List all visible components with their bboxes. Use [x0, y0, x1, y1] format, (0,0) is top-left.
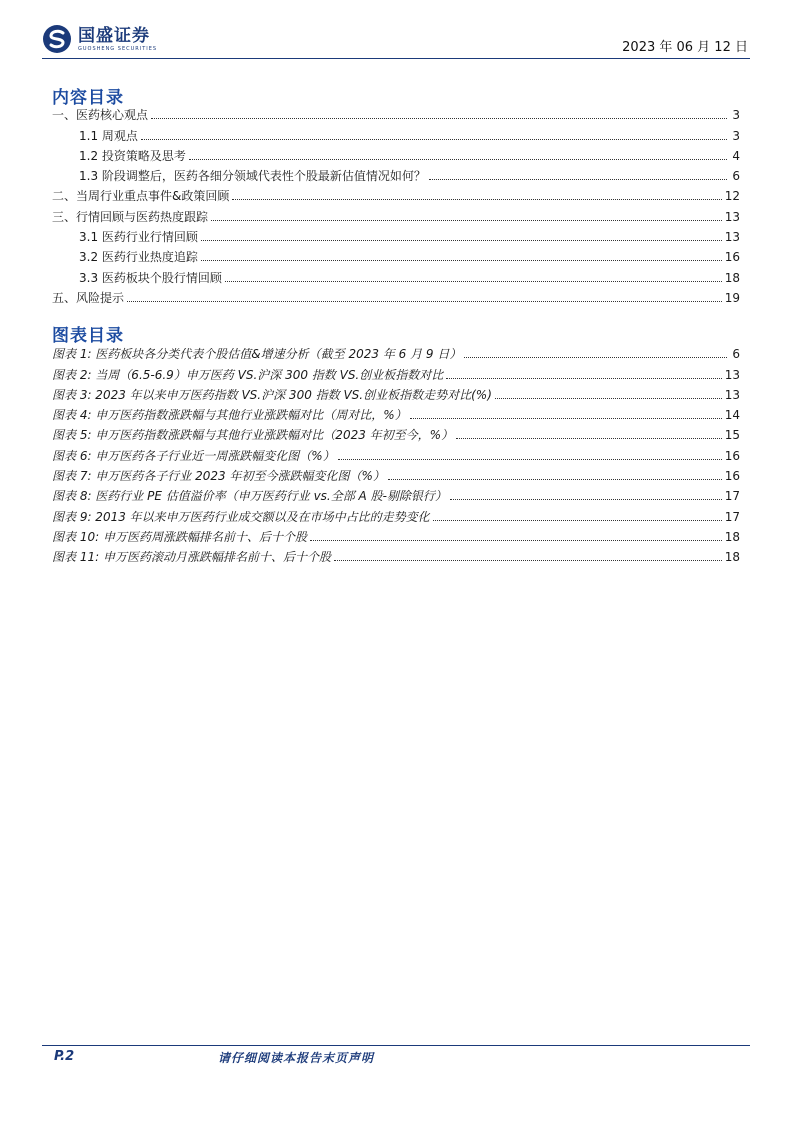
entry-page-number: 13 [724, 367, 740, 382]
figure-entry[interactable] [52, 341, 740, 361]
toc-entry[interactable] [52, 224, 740, 244]
entry-label: 五、风险提示 [52, 290, 125, 305]
entry-label: 1.2 投资策略及思考 [79, 148, 186, 163]
dot-leader [225, 281, 722, 282]
dot-leader [429, 179, 727, 180]
dot-leader [446, 378, 721, 379]
logo-icon [42, 24, 72, 54]
entry-page-number: 4 [732, 148, 740, 163]
entry-page-number: 3 [732, 108, 740, 123]
dot-leader [127, 301, 722, 302]
entry-page-number: 19 [724, 290, 740, 305]
entry-label: 二、当周行业重点事件&政策回顾 [52, 189, 230, 204]
entry-page-number: 16 [724, 448, 740, 463]
dot-leader [310, 540, 722, 541]
entry-label: 图表 6: 申万医药各子行业近一周涨跌幅变化图（%） [52, 448, 335, 463]
entry-label: 一、医药核心观点 [52, 108, 149, 123]
toc-entry[interactable] [52, 244, 740, 264]
entry-page-number: 16 [724, 469, 740, 484]
dot-leader [338, 459, 722, 460]
entry-label: 3.1 医药行业行情回顾 [79, 230, 198, 245]
header-divider [42, 58, 750, 59]
dot-leader [189, 159, 727, 160]
entry-page-number: 3 [732, 128, 740, 143]
entry-page-number: 17 [724, 509, 740, 524]
toc-entry[interactable] [52, 143, 740, 163]
entry-page-number: 17 [724, 489, 740, 504]
entry-page-number: 14 [724, 408, 740, 423]
entry-page-number: 13 [724, 387, 740, 402]
footer-divider [42, 1045, 750, 1046]
toc-entry[interactable] [52, 285, 740, 305]
entry-page-number: 6 [732, 169, 740, 184]
figure-entry[interactable] [52, 422, 740, 442]
entry-label: 图表 2: 当周（6.5-6.9）申万医药 VS.沪深 300 指数 VS.创业板指数对比 [52, 367, 444, 382]
figure-entry[interactable] [52, 463, 740, 483]
figure-entry[interactable] [52, 524, 740, 544]
entry-label: 3.3 医药板块个股行情回顾 [79, 270, 222, 285]
toc-entry[interactable] [52, 183, 740, 203]
entry-label: 三、行情回顾与医药热度跟踪 [52, 209, 209, 224]
dot-leader [450, 499, 722, 500]
entry-page-number: 16 [724, 250, 740, 265]
entry-label: 图表 8: 医药行业 PE 估值溢价率（申万医药行业 vs.全部 A 股-剔除银行） [52, 489, 447, 504]
dot-leader [201, 260, 722, 261]
figure-entry[interactable] [52, 503, 740, 523]
company-logo [42, 22, 157, 56]
entry-label: 1.1 周观点 [79, 128, 138, 143]
dot-leader [232, 199, 721, 200]
figure-entry[interactable] [52, 544, 740, 564]
entry-page-number: 13 [724, 209, 740, 224]
entry-label: 图表 11: 申万医药滚动月涨跌幅排名前十、后十个股 [52, 550, 331, 565]
dot-leader [433, 520, 722, 521]
entry-label: 3.2 医药行业热度追踪 [79, 250, 198, 265]
toc-entry[interactable] [52, 163, 740, 183]
dot-leader [211, 220, 722, 221]
dot-leader [201, 240, 722, 241]
figure-entry[interactable] [52, 382, 740, 402]
entry-label: 1.3 阶段调整后，医药各细分领域代表性个股最新估值情况如何？ [79, 169, 426, 184]
entry-label: 图表 10: 申万医药周涨跌幅排名前十、后十个股 [52, 529, 307, 544]
dot-leader [410, 418, 722, 419]
toc-entry[interactable] [52, 122, 740, 142]
entry-label: 图表 4: 申万医药指数涨跌幅与其他行业涨跌幅对比（周对比，%） [52, 408, 407, 423]
figures-list [52, 341, 740, 564]
dot-leader [388, 479, 722, 480]
entry-label: 图表 7: 申万医药各子行业 2023 年初至今涨跌幅变化图（%） [52, 469, 385, 484]
toc-entry[interactable] [52, 203, 740, 223]
dot-leader [151, 118, 727, 119]
logo-chinese-name: 国盛证券 [78, 25, 150, 46]
entry-page-number: 6 [732, 347, 740, 362]
page-number: P.2 [54, 1049, 75, 1064]
dot-leader [495, 398, 722, 399]
entry-page-number: 12 [724, 189, 740, 204]
disclaimer-note: 请仔细阅读本报告末页声明 [218, 1051, 375, 1065]
logo-english-name: GUOSHENG SECURITIES [78, 45, 158, 52]
figure-entry[interactable] [52, 402, 740, 422]
contents-title: 内容目录 [52, 88, 124, 108]
dot-leader [464, 357, 727, 358]
figure-entry[interactable] [52, 483, 740, 503]
toc-entry[interactable] [52, 102, 740, 122]
figure-entry[interactable] [52, 442, 740, 462]
figures-title: 图表目录 [52, 326, 124, 346]
dot-leader [334, 560, 722, 561]
entry-label: 图表 3: 2023 年以来申万医药指数 VS.沪深 300 指数 VS.创业板指数走势对比(%) [52, 387, 492, 402]
dot-leader [141, 139, 727, 140]
entry-label: 图表 9: 2013 年以来申万医药行业成交额以及在市场中占比的走势变化 [52, 509, 430, 524]
entry-label: 图表 1: 医药板块各分类代表个股估值&增速分析（截至 2023 年 6 月 9 日） [52, 347, 462, 362]
report-date: 2023 年 06 月 12 日 [622, 40, 748, 55]
entry-label: 图表 5: 申万医药指数涨跌幅与其他行业涨跌幅对比（2023 年初至今，%） [52, 428, 454, 443]
dot-leader [456, 438, 722, 439]
toc-entry[interactable] [52, 264, 740, 284]
entry-page-number: 13 [724, 230, 740, 245]
figure-entry[interactable] [52, 361, 740, 381]
contents-list [52, 102, 740, 305]
entry-page-number: 18 [724, 550, 740, 565]
entry-page-number: 15 [724, 428, 740, 443]
page-header [42, 22, 750, 58]
entry-page-number: 18 [724, 270, 740, 285]
entry-page-number: 18 [724, 529, 740, 544]
